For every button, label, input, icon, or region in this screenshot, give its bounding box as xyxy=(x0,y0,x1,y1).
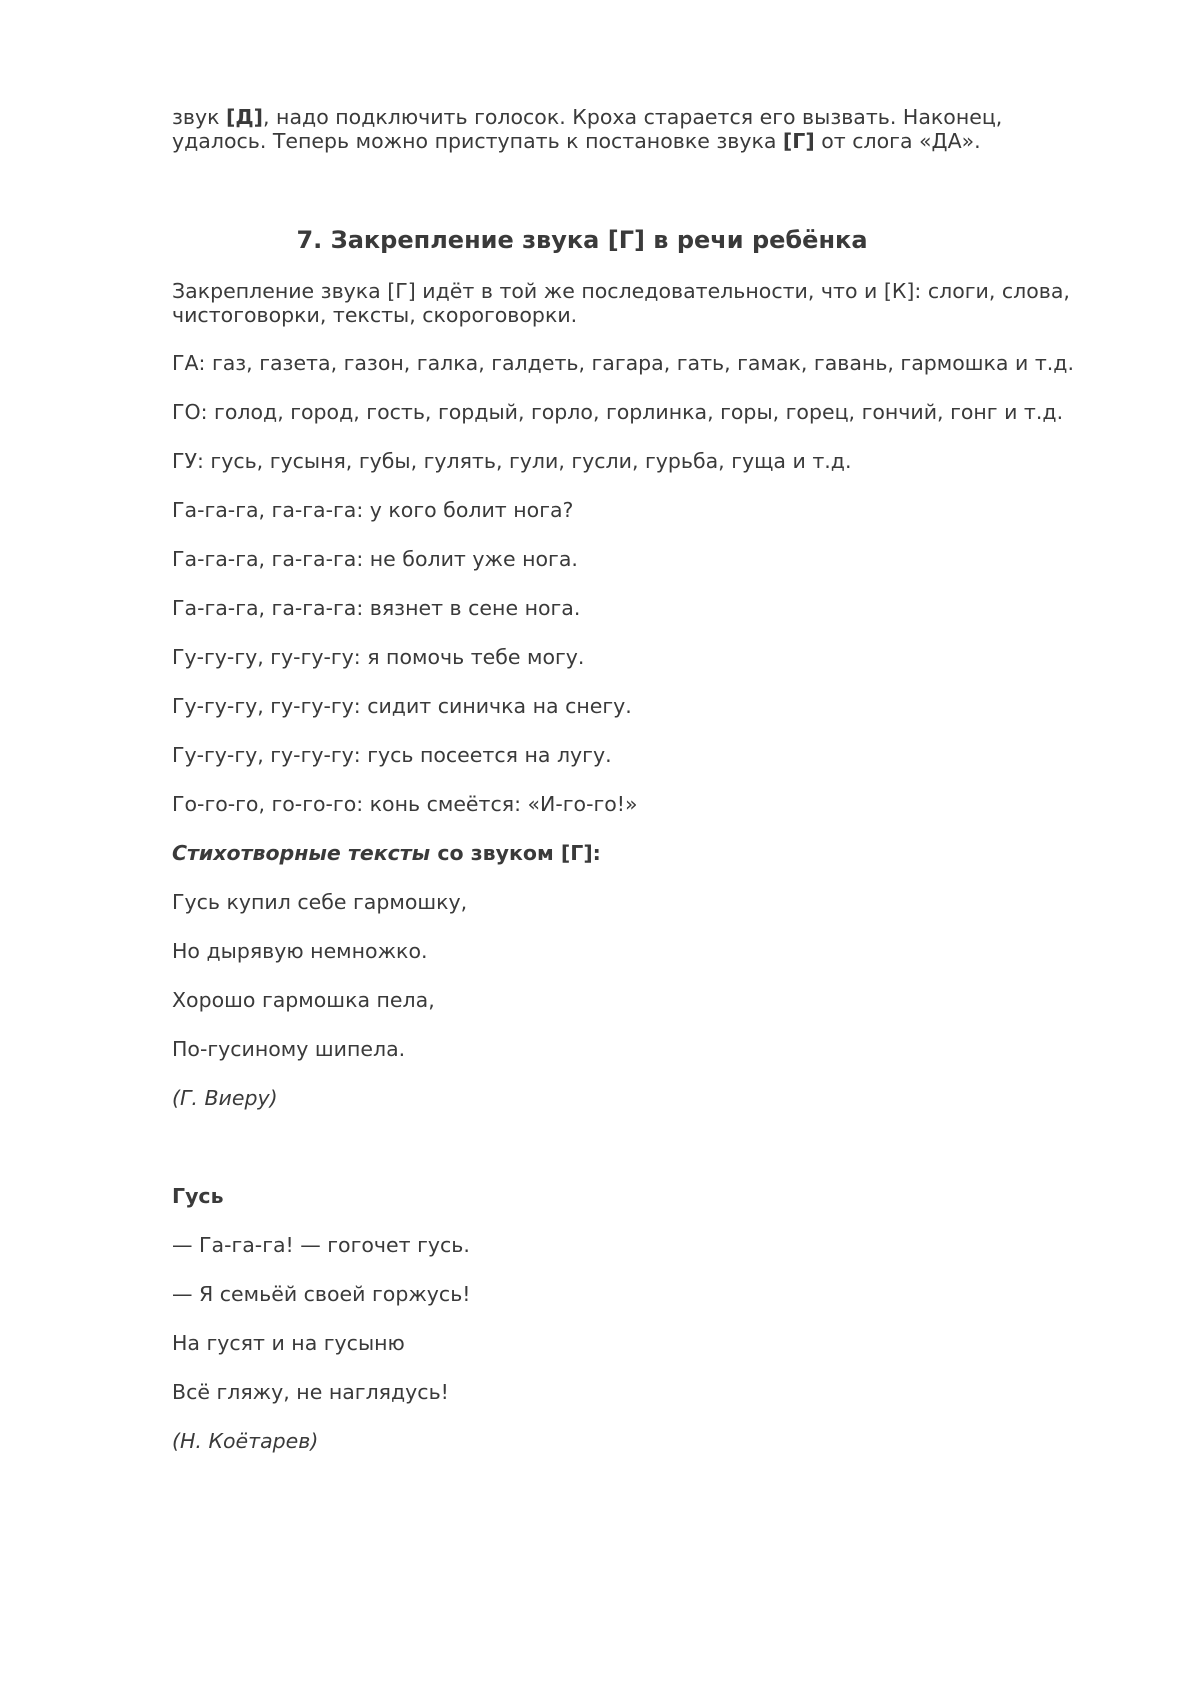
poem2-line: — Я семьёй своей горжусь! xyxy=(172,1282,471,1306)
phrase-line: Гу-гу-гу, гу-гу-гу: я помочь тебе могу. xyxy=(172,645,585,669)
word-list-go: ГО: голод, город, гость, гордый, горло, горлинка, горы, горец, гончий, гонг и т.д. xyxy=(172,400,1064,424)
sound-g-bold: [Г] xyxy=(782,129,815,153)
intro-line-2-post: от слога «ДА». xyxy=(814,129,981,153)
sound-d-bold: [Д] xyxy=(226,105,264,129)
section-paragraph-line-1: Закрепление звука [Г] идёт в той же последовательности, что и [К]: слоги, слова, xyxy=(172,279,1070,303)
poem1-line: Хорошо гармошка пела, xyxy=(172,988,435,1012)
poems-heading-rest: со звуком [Г]: xyxy=(430,841,601,865)
phrase-line: Гу-гу-гу, гу-гу-гу: сидит синичка на снегу. xyxy=(172,694,632,718)
word-list-gu: ГУ: гусь, гусыня, губы, гулять, гули, гусли, гурьба, гуща и т.д. xyxy=(172,449,852,473)
poem1-line: Гусь купил себе гармошку, xyxy=(172,890,468,914)
poem1-line: Но дырявую немножко. xyxy=(172,939,428,963)
poem2-line: — Га-га-га! — гогочет гусь. xyxy=(172,1233,470,1257)
poem2-author: (Н. Коётарев) xyxy=(172,1429,319,1453)
poem2-line: Всё гляжу, не наглядусь! xyxy=(172,1380,449,1404)
section-paragraph-line-2: чистоговорки, тексты, скороговорки. xyxy=(172,303,578,327)
poem1-author: (Г. Виеру) xyxy=(172,1086,278,1110)
intro-line-1 xyxy=(172,104,1002,130)
phrase-line: Га-га-га, га-га-га: вязнет в сене нога. xyxy=(172,596,581,620)
intro-line-1-pre: звук xyxy=(172,105,227,129)
intro-line-2-pre: удалось. Теперь можно приступать к постановке звука xyxy=(172,129,783,153)
intro-line-1-post: , надо подключить голосок. Кроха старается его вызвать. Наконец, xyxy=(263,105,1003,129)
poem2-line: На гусят и на гусыню xyxy=(172,1331,405,1355)
intro-line-2 xyxy=(172,128,981,154)
poem1-line: По-гусиному шипела. xyxy=(172,1037,406,1061)
poems-heading-italic: Стихотворные тексты xyxy=(172,841,431,865)
poem2-title: Гусь xyxy=(172,1184,224,1208)
phrase-line: Га-га-га, га-га-га: не болит уже нога. xyxy=(172,547,578,571)
word-list-ga: ГА: газ, газета, газон, галка, галдеть, гагара, гать, гамак, гавань, гармошка и т.д. xyxy=(172,351,1074,375)
phrase-line: Го-го-го, го-го-го: конь смеётся: «И-го-го!» xyxy=(172,792,638,816)
poems-heading xyxy=(172,840,601,866)
section-title: 7. Закрепление звука [Г] в речи ребёнка xyxy=(296,226,868,254)
phrase-line: Гу-гу-гу, гу-гу-гу: гусь посеется на лугу. xyxy=(172,743,612,767)
phrase-line: Га-га-га, га-га-га: у кого болит нога? xyxy=(172,498,574,522)
